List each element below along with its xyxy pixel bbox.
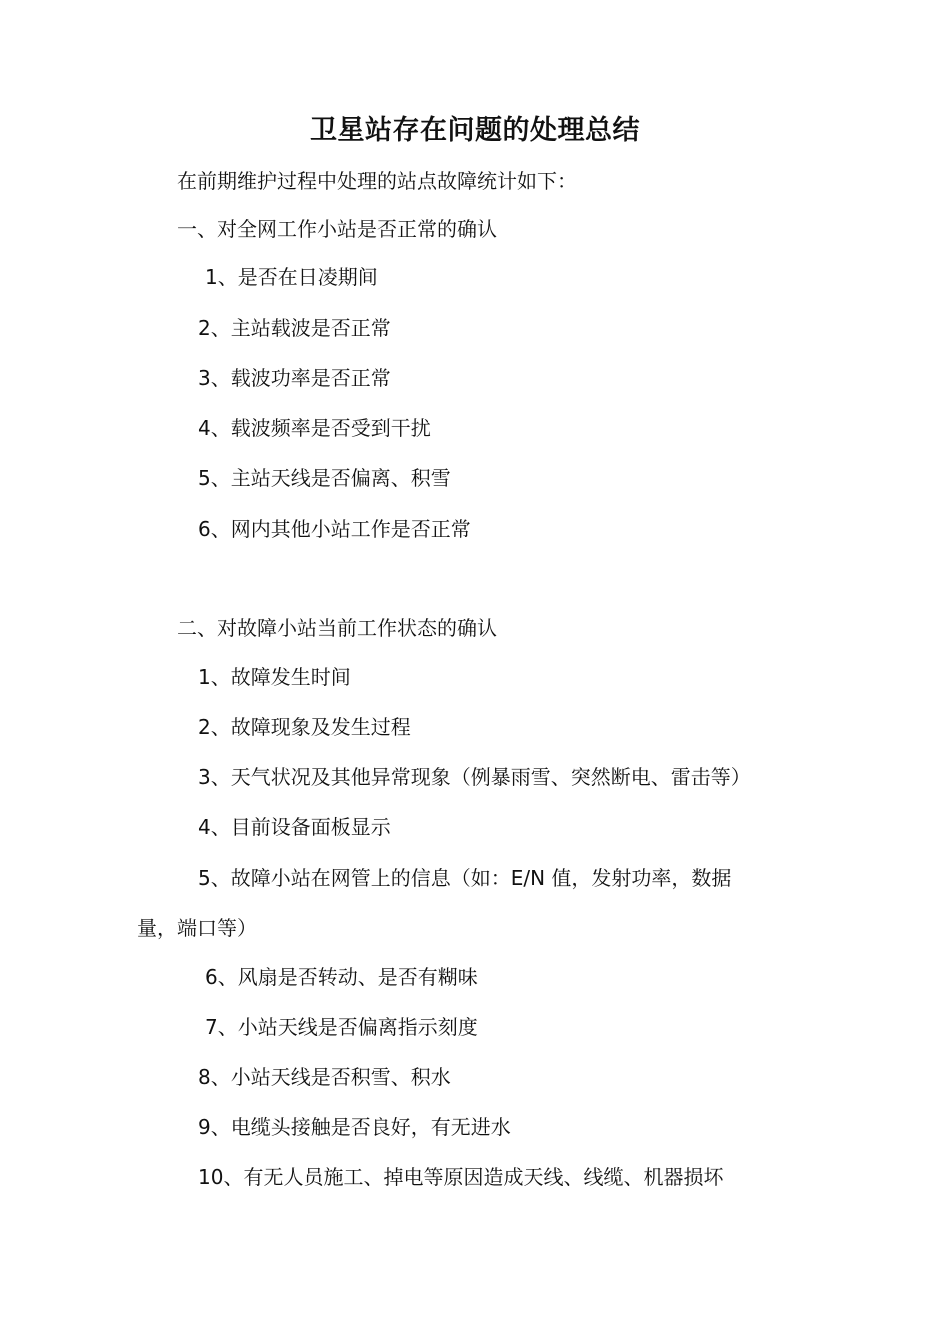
section-1-item: 5、主站天线是否偏离、积雪 bbox=[198, 466, 451, 490]
section-2-item: 2、故障现象及发生过程 bbox=[198, 715, 411, 739]
section-2-heading: 二、对故障小站当前工作状态的确认 bbox=[177, 616, 497, 640]
section-1-item: 3、载波功率是否正常 bbox=[198, 366, 391, 390]
section-2-item-continuation: 量，端口等） bbox=[137, 916, 257, 940]
section-2-item: 8、小站天线是否积雪、积水 bbox=[198, 1065, 451, 1089]
section-2-item: 5、故障小站在网管上的信息（如：E/N 值，发射功率，数据 bbox=[198, 866, 732, 890]
section-1-heading: 一、对全网工作小站是否正常的确认 bbox=[177, 217, 497, 241]
section-2-item: 6、风扇是否转动、是否有糊味 bbox=[205, 965, 478, 989]
section-1-item: 1、是否在日凌期间 bbox=[205, 265, 378, 289]
section-2-item: 3、天气状况及其他异常现象（例暴雨雪、突然断电、雷击等） bbox=[198, 765, 751, 789]
section-2-item: 9、电缆头接触是否良好，有无进水 bbox=[198, 1115, 511, 1139]
intro-paragraph: 在前期维护过程中处理的站点故障统计如下： bbox=[177, 169, 577, 193]
section-1-item: 4、载波频率是否受到干扰 bbox=[198, 416, 431, 440]
section-2-item: 10、有无人员施工、掉电等原因造成天线、线缆、机器损坏 bbox=[198, 1165, 724, 1189]
section-2-item: 4、目前设备面板显示 bbox=[198, 815, 391, 839]
section-2-item: 7、小站天线是否偏离指示刻度 bbox=[205, 1015, 478, 1039]
section-1-item: 6、网内其他小站工作是否正常 bbox=[198, 517, 471, 541]
section-1-item: 2、主站载波是否正常 bbox=[198, 316, 391, 340]
document-title: 卫星站存在问题的处理总结 bbox=[310, 115, 640, 146]
section-2-item: 1、故障发生时间 bbox=[198, 665, 351, 689]
